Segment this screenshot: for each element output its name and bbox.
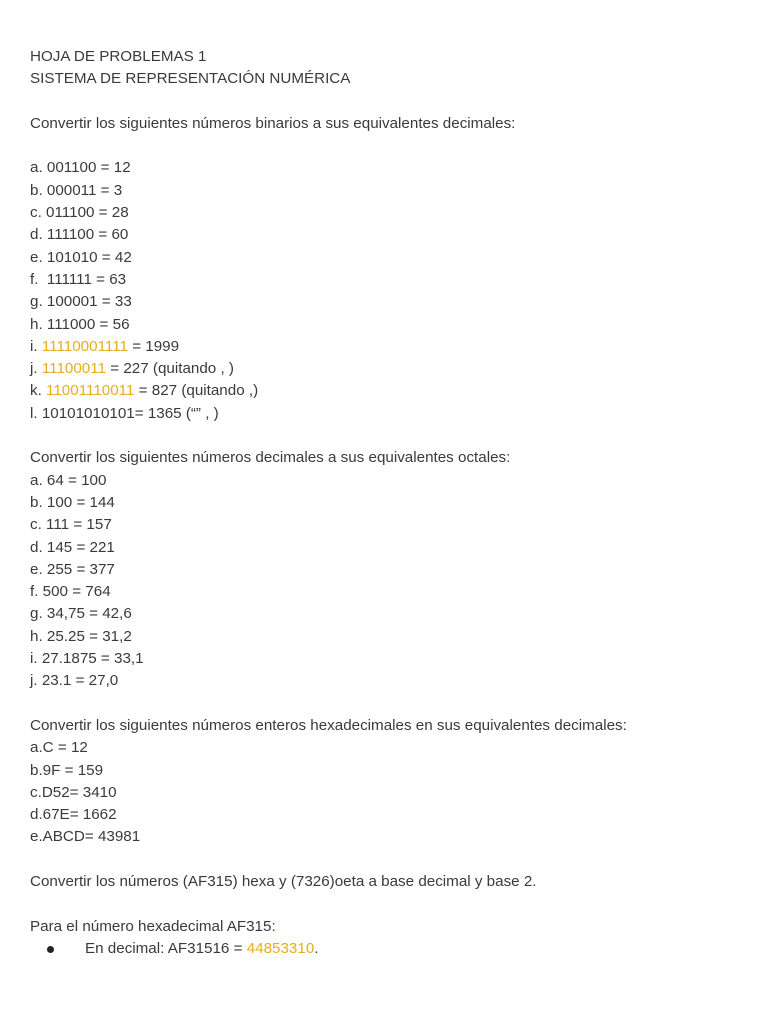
list-item: g. 34,75 = 42,6 xyxy=(30,605,132,623)
list-item: a.C = 12 xyxy=(30,739,88,757)
section1-list xyxy=(30,157,750,425)
list-item: j. 23.1 = 27,0 xyxy=(30,672,119,690)
list-item: f. 500 = 764 xyxy=(30,583,111,601)
spacer xyxy=(30,693,750,715)
spacer xyxy=(30,135,750,157)
spacer xyxy=(30,91,750,113)
list-item: i. 11110001111 = 1999 xyxy=(30,337,180,355)
section3-list xyxy=(30,737,750,848)
list-item: b. 000011 = 3 xyxy=(30,181,123,199)
section1-instruction: Convertir los siguientes números binarios a sus equivalentes decimales: xyxy=(30,114,516,132)
spacer xyxy=(30,849,750,871)
bullet-text: En decimal: AF31516 = 44853310. xyxy=(85,939,319,957)
list-item: d. 145 = 221 xyxy=(30,538,115,556)
section2-instruction: Convertir los siguientes números decimales a sus equivalentes octales: xyxy=(30,449,511,467)
section2-list xyxy=(30,470,750,693)
section3-instruction: Convertir los siguientes números enteros hexadecimales en sus equivalentes decimales: xyxy=(30,716,627,734)
list-item: j. 11100011 = 227 (quitando , ) xyxy=(30,360,234,378)
list-item: b. 100 = 144 xyxy=(30,493,115,511)
list-item: b.9F = 159 xyxy=(30,761,104,779)
highlighted-text: 11001110011 xyxy=(46,382,135,400)
spacer xyxy=(30,425,750,447)
section4-subheading: Para el número hexadecimal AF315: xyxy=(30,917,276,935)
bullet-item xyxy=(30,938,750,960)
list-item: l. 10101010101= 1365 (“” , ) xyxy=(30,404,219,422)
list-item: a. 64 = 100 xyxy=(30,471,107,489)
list-item: h. 111000 = 56 xyxy=(30,315,130,333)
bullet-dot-icon xyxy=(47,946,54,953)
document-title: HOJA DE PROBLEMAS 1 xyxy=(30,48,207,65)
list-item: i. 27.1875 = 33,1 xyxy=(30,650,144,668)
list-item: e. 101010 = 42 xyxy=(30,248,132,266)
list-item: d.67E= 1662 xyxy=(30,806,117,824)
document-content xyxy=(30,46,750,960)
highlighted-text: 11110001111 xyxy=(41,337,128,355)
list-item: h. 25.25 = 31,2 xyxy=(30,627,132,645)
highlighted-text: 44853310 xyxy=(246,939,315,957)
list-item: e. 255 = 377 xyxy=(30,560,115,578)
section4-instruction: Convertir los números (AF315) hexa y (7326)oeta a base decimal y base 2. xyxy=(30,872,537,890)
list-item: c. 111 = 157 xyxy=(30,516,112,534)
list-item: a. 001100 = 12 xyxy=(30,159,131,177)
spacer xyxy=(30,893,750,915)
document-subtitle: SISTEMA DE REPRESENTACIÓN NUMÉRICA xyxy=(30,70,351,88)
list-item: k. 11001110011 = 827 (quitando ,) xyxy=(30,382,259,400)
list-item: e.ABCD= 43981 xyxy=(30,828,141,846)
list-item: c. 011100 = 28 xyxy=(30,204,129,222)
list-item: c.D52= 3410 xyxy=(30,783,117,801)
list-item: f. 111111 = 63 xyxy=(30,270,127,288)
list-item: g. 100001 = 33 xyxy=(30,293,132,311)
highlighted-text: 11100011 xyxy=(41,360,107,378)
list-item: d. 111100 = 60 xyxy=(30,226,129,244)
